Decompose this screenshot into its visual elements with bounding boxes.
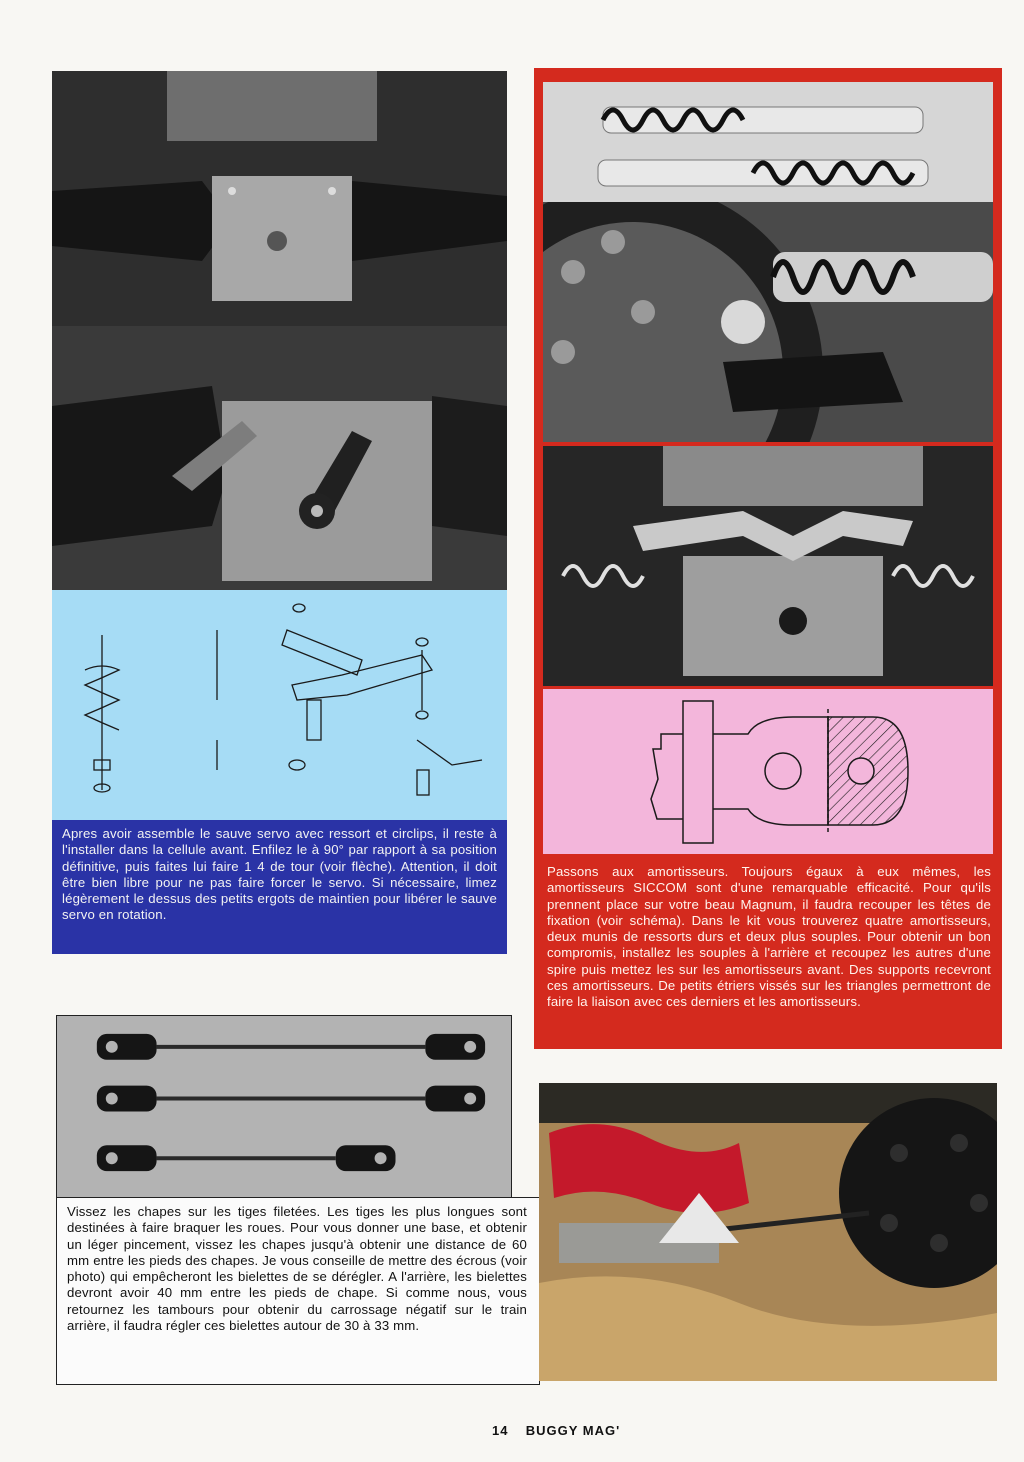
links-caption-box	[56, 1197, 540, 1385]
shocks-caption-text: Passons aux amortisseurs. Toujours égaux à eux mêmes, les amortisseurs SICCOM sont d'une remarquable efficacité. Pour qu'ils prennent place sur votre beau Magnum, il faudra recouper les têtes de fixation (voir schéma). Dans le kit vous trouverez quatre amortisseurs, deux munis de ressorts durs et deux plus souples. Pour obtenir un bon compromis, installez les souples à l'arrière et recoupez les autres d'une spire puis mettez les sur les amortisseurs avant. Des supports recevront ces amortisseurs. De petits étriers vissés sur les triangles permettront de faire la liaison avec ces derniers et les amortisseurs.	[547, 864, 991, 1010]
photo-rear-buggy-color	[539, 1083, 997, 1381]
magazine-name: BUGGY MAG'	[525, 1423, 621, 1438]
servo-caption-text: Apres avoir assemble le sauve servo avec ressort et circlips, il reste à l'installer dans la cellule avant. Enfilez le à 90° par rapport à sa position définitive, puis faites lui faire 1 4 de tour (voir flèche). Attention, il doit être bien libre pour ne pas faire forcer le servo. Si nécessaire, limez légèrement le dessus des petits ergots de maintien pour libérer le sauve servo en rotation.	[62, 826, 497, 923]
photo-front-assembly	[543, 446, 993, 686]
shock-head-cut-diagram	[543, 689, 993, 854]
servo-caption-box	[52, 820, 507, 954]
photo-shock-absorbers	[543, 82, 993, 204]
servo-saver-diagram	[52, 590, 507, 820]
shocks-caption-box	[543, 860, 993, 1030]
page-number: 14	[492, 1423, 509, 1438]
photo-shock-mount-wheel	[543, 202, 993, 442]
shocks-feature-frame	[534, 68, 1002, 1049]
photo-servo-installed	[52, 326, 507, 591]
page-footer	[492, 1423, 652, 1441]
photo-servo-plate	[52, 71, 507, 328]
links-caption-text: Vissez les chapes sur les tiges filetées. Les tiges les plus longues sont destinées à faire braquer les roues. Pour vous donner une base, et obtenir un léger pincement, vissez les chapes jusqu'à obtenir une distance de 60 mm entre les pieds des chapes. Je vous conseille de mettre des écrous (voir photo) qui empêcheront les bielettes de se dérégler. A l'arrière, les bielettes devront avoir 40 mm entre les pieds de chape. Si comme nous, vous retournez les tambours pour obtenir du carrossage négatif sur le train arrière, il faudra régler ces bielettes autour de 30 à 33 mm.	[67, 1204, 527, 1334]
